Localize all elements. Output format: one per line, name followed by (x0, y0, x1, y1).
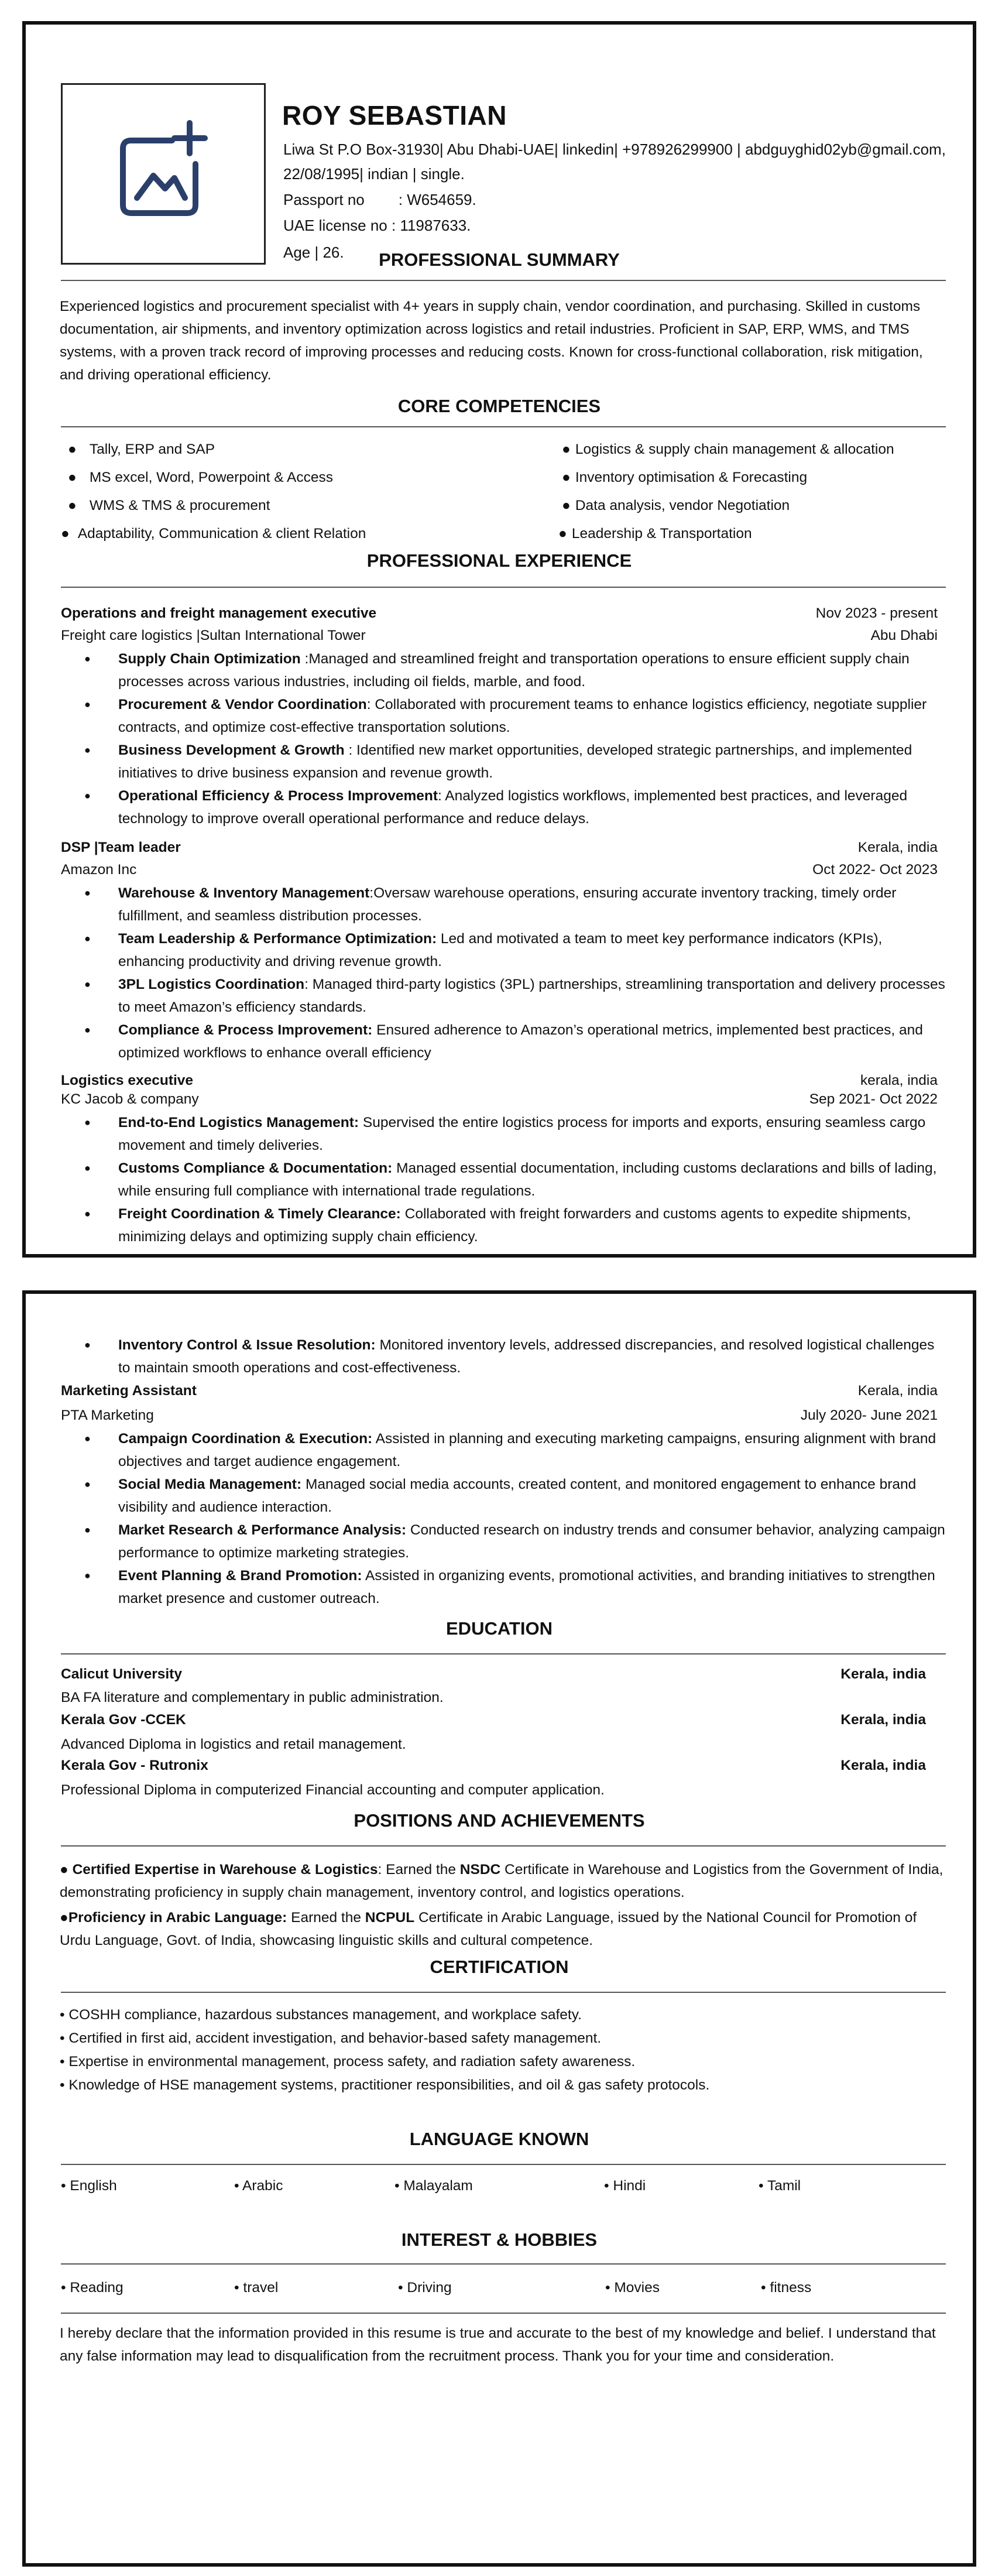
job-title: Operations and freight management executive (61, 605, 377, 621)
certification-item: • COSHH compliance, hazardous substances management, and workplace safety. (60, 2007, 582, 2023)
competency-item: ● WMS & TMS & procurement (68, 498, 270, 513)
education-location: Kerala, india (840, 1666, 926, 1682)
job-bullets (84, 1111, 948, 1248)
divider (61, 1845, 946, 1847)
language-item: • Arabic (234, 2178, 283, 2194)
job-location: kerala, india (860, 1073, 938, 1088)
competency-item: ● Inventory optimisation & Forecasting (562, 470, 808, 485)
competency-item: ● Logistics & supply chain management & allocation (562, 441, 894, 457)
license-line: UAE license no : 11987633. (283, 217, 471, 234)
competency-item: ● MS excel, Word, Powerpoint & Access (68, 470, 334, 485)
certification-item: • Expertise in environmental management, process safety, and radiation safety awareness. (60, 2054, 636, 2070)
education-location: Kerala, india (840, 1758, 926, 1773)
achievements-title: POSITIONS AND ACHIEVEMENTS (354, 1810, 645, 1831)
list-item: ● Campaign Coordination & Execution: Assisted in planning and executing marketing campaigns, ensuring alignment with brand objectives and target audience engagement. (84, 1427, 948, 1473)
hobbies-title: INTEREST & HOBBIES (401, 2229, 598, 2250)
job-bullets (84, 882, 948, 1064)
job-location: Kerala, india (857, 840, 938, 855)
resume-page-1 (22, 21, 976, 1258)
achievement-item: ●Proficiency in Arabic Language: Earned the NCPUL Certificate in Arabic Language, issued by the National Council for Promotion of Urdu Language, Govt. of India, showcasing linguistic skills and cultural competence. (60, 1910, 917, 1948)
divider (61, 1992, 946, 1993)
list-item: ● Team Leadership & Performance Optimization: Led and motivated a team to meet key performance indicators (KPIs), enhancing productivity and driving revenue growth. (84, 927, 948, 973)
passport-line (283, 190, 476, 210)
job-company: Amazon Inc (61, 862, 137, 878)
job-location: Abu Dhabi (870, 628, 938, 643)
image-placeholder-icon (108, 117, 219, 231)
job-dates: Nov 2023 - present (815, 605, 938, 621)
job-title: Logistics executive (61, 1073, 194, 1088)
education-degree: Professional Diploma in computerized Financial accounting and computer application. (61, 1782, 605, 1798)
competency-item: ● Tally, ERP and SAP (68, 441, 215, 457)
languages-title: LANGUAGE KNOWN (409, 2129, 589, 2149)
photo-placeholder (61, 83, 266, 265)
achievement-item: ● Certified Expertise in Warehouse & Logistics: Earned the NSDC Certificate in Warehouse and Logistics from the Government of India, demonstrating proficiency in supply chain management, inventory control, and logistics operations. (60, 1862, 943, 1900)
job-bullets (84, 648, 948, 830)
list-item: ● Inventory Control & Issue Resolution: Monitored inventory levels, addressed discrepancies, and resolved logistical challenges to maintain smooth operations and cost-effectiveness. (84, 1334, 948, 1379)
candidate-name: ROY SEBASTIAN (282, 100, 507, 131)
job-company: Freight care logistics |Sultan International Tower (61, 628, 366, 643)
hobby-item: • travel (234, 2280, 279, 2296)
job-bullets (84, 1334, 948, 1379)
summary-title: PROFESSIONAL SUMMARY (379, 249, 620, 270)
education-school: Calicut University (61, 1666, 182, 1682)
list-item: ● Warehouse & Inventory Management:Oversaw warehouse operations, ensuring accurate inventory tracking, timely order fulfillment, and seamless distribution processes. (84, 882, 948, 927)
divider (61, 1653, 946, 1654)
list-item: ● 3PL Logistics Coordination: Managed third-party logistics (3PL) partnerships, streamlining transportation and delivery processes to meet Amazon’s efficiency standards. (84, 973, 948, 1019)
education-degree: BA FA literature and complementary in public administration. (61, 1690, 444, 1705)
job-title: DSP |Team leader (61, 840, 181, 855)
list-item: ● Market Research & Performance Analysis: Conducted research on industry trends and consumer behavior, analyzing campaign performance to optimize marketing strategies. (84, 1519, 948, 1564)
divider (61, 2263, 946, 2265)
resume-page-2 (22, 1290, 976, 2567)
divider (61, 2164, 946, 2165)
education-location: Kerala, india (840, 1712, 926, 1728)
list-item: ● Customs Compliance & Documentation: Managed essential documentation, including customs declarations and bills of lading, while ensuring full compliance with international trade regulations. (84, 1157, 948, 1203)
hobby-item: • fitness (761, 2280, 812, 2296)
certification-item: • Knowledge of HSE management systems, practitioner responsibilities, and oil & gas safety protocols. (60, 2077, 710, 2093)
list-item: ● Event Planning & Brand Promotion: Assisted in organizing events, promotional activities, and branding initiatives to strengthen market presence and customer outreach. (84, 1564, 948, 1610)
passport-value: : W654659. (398, 191, 476, 208)
competency-item: ● Leadership & Transportation (558, 526, 752, 542)
job-title: Marketing Assistant (61, 1383, 197, 1399)
competencies-title: CORE COMPETENCIES (397, 396, 601, 416)
hobby-item: • Movies (605, 2280, 660, 2296)
personal-details: 22/08/1995| indian | single. (283, 165, 465, 183)
list-item: ● End-to-End Logistics Management: Supervised the entire logistics process for imports and exports, ensuring seamless cargo movement and timely deliveries. (84, 1111, 948, 1157)
job-location: Kerala, india (857, 1383, 938, 1399)
job-company: KC Jacob & company (61, 1091, 199, 1107)
divider (61, 280, 946, 281)
experience-title: PROFESSIONAL EXPERIENCE (366, 550, 632, 571)
language-item: • Hindi (604, 2178, 646, 2194)
age-line: Age | 26. (283, 244, 344, 261)
competency-item: ● Adaptability, Communication & client Relation (61, 526, 366, 542)
education-school: Kerala Gov - Rutronix (61, 1758, 208, 1773)
divider (61, 426, 946, 427)
education-school: Kerala Gov -CCEK (61, 1712, 186, 1728)
competency-item: ● Data analysis, vendor Negotiation (562, 498, 790, 513)
summary-text: Experienced logistics and procurement specialist with 4+ years in supply chain, vendor coordination, and purchasing. Skilled in customs documentation, air shipments, and inventory optimization across logistics and retail industries. Proficient in SAP, ERP, WMS, and TMS systems, with a proven track record of improving processes and reducing costs. Known for cross-functional collaboration, risk mitigation, and driving operational efficiency. (60, 299, 923, 383)
education-title: EDUCATION (446, 1618, 553, 1639)
list-item: ● Compliance & Process Improvement: Ensured adherence to Amazon’s operational metrics, implemented best practices, and optimized workflows to enhance overall efficiency (84, 1019, 948, 1064)
certification-item: • Certified in first aid, accident investigation, and behavior-based safety management. (60, 2030, 602, 2046)
passport-label: Passport no (283, 191, 365, 208)
declaration-text: I hereby declare that the information provided in this resume is true and accurate to the best of my knowledge and belief. I understand that any false information may lead to disqualification from the recruitment process. Thank you for your time and consideration. (60, 2325, 936, 2364)
list-item: ● Procurement & Vendor Coordination: Collaborated with procurement teams to enhance logistics efficiency, negotiate supplier contracts, and optimize cost-effective transportation solutions. (84, 693, 948, 739)
divider (61, 587, 946, 588)
certification-title: CERTIFICATION (430, 1957, 569, 1977)
job-dates: Sep 2021- Oct 2022 (809, 1091, 938, 1107)
divider (61, 2313, 946, 2314)
list-item: ● Freight Coordination & Timely Clearance: Collaborated with freight forwarders and customs agents to expedite shipments, minimizing delays and optimizing supply chain efficiency. (84, 1203, 948, 1248)
contact-line: Liwa St P.O Box-31930| Abu Dhabi-UAE| linkedin| +978926299900 | abdguyghid02yb@gmail.com, (283, 141, 946, 158)
language-item: • English (61, 2178, 117, 2194)
language-item: • Tamil (759, 2178, 801, 2194)
list-item: ● Social Media Management: Managed social media accounts, created content, and monitored engagement to enhance brand visibility and audience interaction. (84, 1473, 948, 1519)
list-item: ● Supply Chain Optimization :Managed and streamlined freight and transportation operations to ensure efficient supply chain processes across various industries, including oil fields, marble, and food. (84, 648, 948, 693)
job-dates: Oct 2022- Oct 2023 (812, 862, 938, 878)
education-degree: Advanced Diploma in logistics and retail management. (61, 1736, 406, 1752)
list-item: ● Business Development & Growth : Identified new market opportunities, developed strategic partnerships, and implemented initiatives to drive business expansion and revenue growth. (84, 739, 948, 785)
job-dates: July 2020- June 2021 (800, 1407, 938, 1423)
hobby-item: • Driving (398, 2280, 452, 2296)
hobby-item: • Reading (61, 2280, 123, 2296)
job-bullets (84, 1427, 948, 1610)
language-item: • Malayalam (394, 2178, 473, 2194)
job-company: PTA Marketing (61, 1407, 154, 1423)
list-item: ● Operational Efficiency & Process Improvement: Analyzed logistics workflows, implemented best practices, and leveraged technology to improve overall operational performance and reduce delays. (84, 785, 948, 830)
